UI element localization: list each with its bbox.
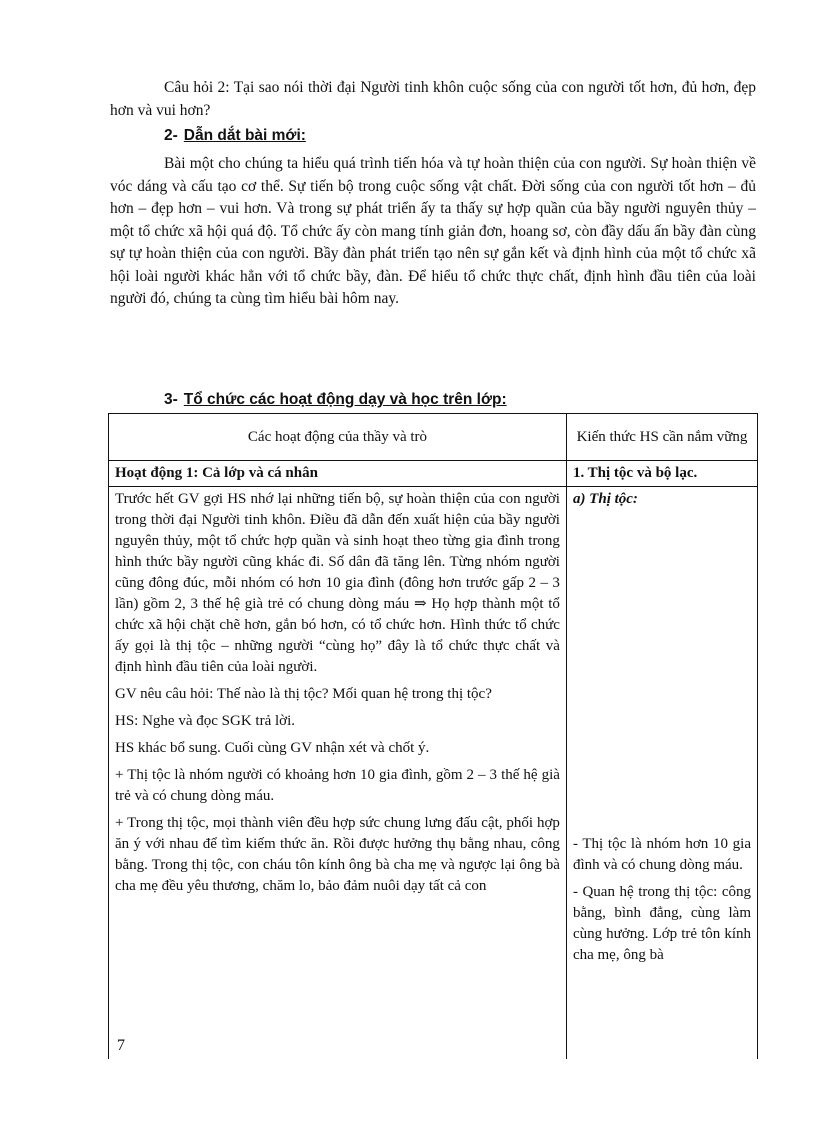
lead-paragraph	[110, 153, 756, 311]
knowledge-point-1: - Thị tộc là nhóm hơn 10 gia đình và có chung dòng máu.	[572, 836, 751, 873]
activity-content	[109, 487, 567, 1060]
activity-para-2: GV nêu câu hỏi: Thế nào là thị tộc? Mối quan hệ trong thị tộc?	[115, 686, 492, 702]
header-activities: Các hoạt động của thầy và trò	[109, 414, 567, 461]
knowledge-title: 1. Thị tộc và bộ lạc.	[566, 461, 757, 487]
table-header-row	[109, 414, 758, 461]
activity-para-3: HS: Nghe và đọc SGK trả lời.	[115, 713, 295, 729]
section-2-number: 2-	[164, 127, 178, 144]
activity-para-4: HS khác bổ sung. Cuối cùng GV nhận xét và chốt ý.	[115, 740, 430, 756]
knowledge-subtitle: a) Thị tộc:	[572, 491, 638, 507]
knowledge-point-2: - Quan hệ trong thị tộc: công bằng, bình đẳng, cùng làm cùng hưởng. Lớp trẻ tôn kính cha mẹ, ông bà	[572, 884, 751, 963]
activity-para-5: + Thị tộc là nhóm người có khoảng hơn 10 gia đình, gồm 2 – 3 thế hệ già trẻ và có chung dòng máu.	[115, 767, 560, 804]
section-3-title: Tổ chức các hoạt động dạy và học trên lớp:	[183, 391, 507, 408]
knowledge-content	[566, 487, 757, 1060]
activity-para-1: Trước hết GV gợi HS nhớ lại những tiến bộ, sự hoàn thiện của con người trong thời đại Người tinh khôn. Điều đã dẫn đến xuất hiện của bầy người nguyên thủy, một tổ chức hợp quần và sinh hoạt theo từng gia đình trong hình thức bầy người cũng khác đi. Số dân đã tăng lên. Từng nhóm người cũng đông đúc, mỗi nhóm có hơn 10 gia đình (đông hơn trước gấp 2 – 3 lần) gồm 2, 3 thế hệ già trẻ có chung dòng máu ⇒ Họ hợp thành một tổ chức xã hội chặt chẽ hơn, gắn bó hơn, có tổ chức hơn. Hình thức tổ chức ấy gọi là thị tộc – những người “cùng họ” đây là tổ chức thực chất và định hình đầu tiên của loài người.	[115, 491, 560, 675]
activity-para-6: + Trong thị tộc, mọi thành viên đều hợp sức chung lưng đấu cật, phối hợp ăn ý với nhau để tìm kiếm thức ăn. Rồi được hưởng thụ bằng nhau, công bằng. Trong thị tộc, con cháu tôn kính ông bà cha mẹ và ngược lại ông bà cha mẹ đều yêu thương, chăm lo, bảo đảm nuôi dạy tất cả con	[115, 815, 560, 894]
section-2-heading	[164, 127, 306, 145]
activities-table	[108, 413, 758, 1059]
lead-text: Bài một cho chúng ta hiểu quá trình tiến hóa và tự hoàn thiện của con người. Sự hoàn thiện về vóc dáng và cấu tạo cơ thể. Sự tiến bộ trong cuộc sống vật chất. Đời sống của con người tốt hơn – đủ hơn – đẹp hơn – vui hơn. Và trong sự phát triển ấy ta thấy sự hợp quần của bầy người nguyên thủy – một tổ chức xã hội quá độ. Tổ chức ấy còn mang tính giản đơn, hoang sơ, còn đầy dấu ấn bầy đàn cùng sự tự hoàn thiện của con người. Bầy đàn phát triển tạo nên sự gắn kết và định hình của một tổ chức xã hội loài người khác hẳn với tổ chức bầy, đàn. Để hiểu tổ chức thực chất, định hình đầu tiên của loài người đó, chúng ta cùng tìm hiểu bài hôm nay.	[110, 155, 756, 307]
section-3-heading	[164, 391, 507, 409]
page-number: 7	[117, 1037, 125, 1054]
header-knowledge: Kiến thức HS cần nắm vững	[566, 414, 757, 461]
activity-title: Hoạt động 1: Cả lớp và cá nhân	[109, 461, 567, 487]
section-2-title: Dẫn dắt bài mới:	[183, 127, 306, 144]
table-title-row	[109, 461, 758, 487]
question-text: Câu hỏi 2: Tại sao nói thời đại Người tinh khôn cuộc sống của con người tốt hơn, đủ hơn, đẹp hơn và vui hơn?	[110, 79, 756, 119]
table-content-row	[109, 487, 758, 1060]
question-paragraph	[110, 77, 756, 122]
section-3-number: 3-	[164, 391, 178, 408]
